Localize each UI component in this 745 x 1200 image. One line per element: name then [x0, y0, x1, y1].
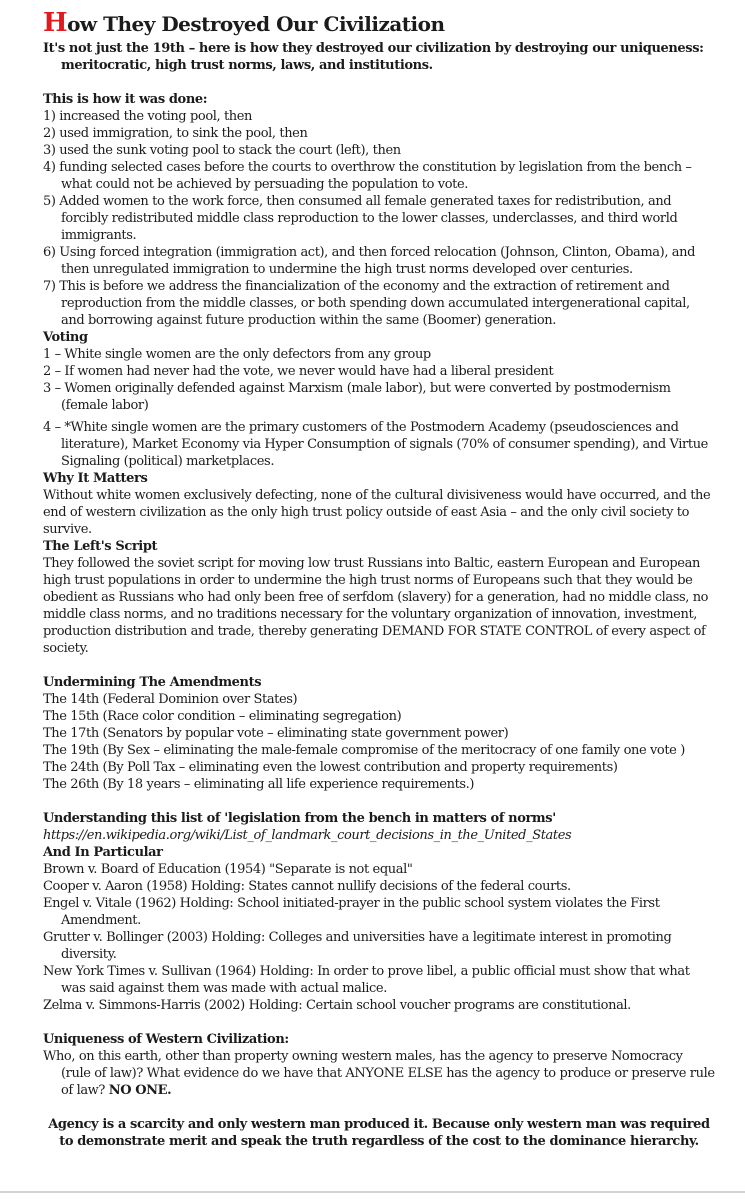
- text-run: The 26th (By 18 years – eliminating all life experience requirements.): [43, 777, 475, 792]
- list-item: [43, 776, 715, 793]
- text-run: 2) used immigration, to sink the pool, then: [43, 126, 308, 141]
- list-item: [43, 725, 715, 742]
- list-item: [43, 193, 715, 244]
- text-run: 2 – If women had never had the vote, we never would have had a liberal president: [43, 364, 554, 379]
- list-item: [43, 380, 715, 414]
- emphasis-text: NO ONE.: [108, 1083, 172, 1098]
- closing-statement: [43, 1116, 715, 1150]
- list-item: [43, 708, 715, 725]
- text-run: 1) increased the voting pool, then: [43, 109, 253, 124]
- spacer: [43, 657, 715, 674]
- paragraph: [43, 555, 715, 657]
- text-run: They followed the soviet script for moving low trust Russians into Baltic, eastern European and European high trust populations in order to undermine the high trust norms of Europeans such that they would be obedient as Russians who had only been free of serfdom (slavery) for a generation, had no middle class, no middle class norms, and no traditions necessary for the voluntary organization of innovation, investment, production distribution and trade, thereby generating DEMAND FOR STATE CONTROL of every aspect of society.: [43, 556, 709, 656]
- list-item: [43, 963, 715, 997]
- spacer: [43, 74, 715, 91]
- text-run: Understanding this list of 'legislation from the bench in matters of norms': [43, 811, 556, 826]
- list-item: [43, 159, 715, 193]
- text-run: The Left's Script: [43, 539, 158, 554]
- document-body: [43, 8, 715, 1150]
- text-run: Voting: [43, 330, 88, 345]
- text-run: https://en.wikipedia.org/wiki/List_of_landmark_court_decisions_in_the_United_States: [43, 828, 572, 843]
- title-dropcap: H: [43, 8, 68, 38]
- list-item: [43, 878, 715, 895]
- text-run: This is how it was done:: [43, 92, 208, 107]
- section-heading: [43, 329, 715, 346]
- text-run: 3) used the sunk voting pool to stack the court (left), then: [43, 143, 401, 158]
- text-run: 6) Using forced integration (immigration act), and then forced relocation (Johnson, Clinton, Obama), and then unregulated immigration to undermine the high trust norms developed over centuries.: [43, 245, 696, 277]
- paragraph: [43, 487, 715, 538]
- spacer: [43, 1014, 715, 1031]
- list-item: [43, 929, 715, 963]
- section-heading: [43, 538, 715, 555]
- title-rest: ow They Destroyed Our Civilization: [67, 12, 445, 36]
- list-item: [43, 346, 715, 363]
- text-run: It's not just the 19th – here is how they destroyed our civilization by destroying our uniqueness: meritocratic, high trust norms, laws, and institutions.: [43, 41, 704, 73]
- text-run: 4) funding selected cases before the courts to overthrow the constitution by legislation from the bench – what could not be achieved by persuading the population to vote.: [43, 160, 692, 192]
- text-run: 5) Added women to the work force, then consumed all female generated taxes for redistribution, and forcibly redistributed middle class reproduction to the lower classes, underclasses, and third world immigrants.: [43, 194, 678, 243]
- text-run: 1 – White single women are the only defectors from any group: [43, 347, 431, 362]
- wiki-url: [43, 827, 715, 844]
- list-item: [43, 278, 715, 329]
- text-run: Agency is a scarcity and only western man produced it. Because only western man was required to demonstrate merit and speak the truth regardless of the cost to the dominance hierarchy.: [48, 1117, 710, 1149]
- text-run: Zelma v. Simmons-Harris (2002) Holding: Certain school voucher programs are constitutional.: [43, 998, 631, 1013]
- list-item: [43, 363, 715, 380]
- spacer: [43, 1099, 715, 1116]
- list-item: [43, 108, 715, 125]
- section-heading: [43, 1031, 715, 1048]
- text-run: Why It Matters: [43, 471, 148, 486]
- text-run: New York Times v. Sullivan (1964) Holding: In order to prove libel, a public official must show that what was said against them was made with actual malice.: [43, 964, 690, 996]
- text-run: Engel v. Vitale (1962) Holding: School initiated-prayer in the public school system violates the First Amendment.: [43, 896, 660, 928]
- text-run: Who, on this earth, other than property owning western males, has the agency to preserve Nomocracy (rule of law)? What evidence do we have that ANYONE ELSE has the agency to produce or preserve rule of law?: [43, 1049, 715, 1098]
- intro-paragraph: [43, 40, 715, 74]
- list-item: [43, 861, 715, 878]
- list-item: [43, 419, 715, 470]
- section-heading: [43, 470, 715, 487]
- section-heading: [43, 674, 715, 691]
- list-item: [43, 742, 715, 759]
- text-run: 7) This is before we address the financialization of the economy and the extraction of retirement and reproduction from the middle classes, or both spending down accumulated intergenerational capital, and borrowing against future production within the same (Boomer) generation.: [43, 279, 690, 328]
- list-item: [43, 1048, 715, 1099]
- text-run: Without white women exclusively defecting, none of the cultural divisiveness would have occurred, and the end of western civilization as the only high trust policy outside of east Asia – and the only civil society to survive.: [43, 488, 711, 537]
- spacer: [43, 793, 715, 810]
- list-item: [43, 759, 715, 776]
- list-item: [43, 895, 715, 929]
- list-item: [43, 244, 715, 278]
- list-item: [43, 691, 715, 708]
- page-title: [43, 10, 715, 37]
- text-run: Uniqueness of Western Civilization:: [43, 1032, 289, 1047]
- text-run: The 19th (By Sex – eliminating the male-female compromise of the meritocracy of one family one vote ): [43, 743, 685, 758]
- text-run: Grutter v. Bollinger (2003) Holding: Colleges and universities have a legitimate interest in promoting diversity.: [43, 930, 672, 962]
- text-run: Brown v. Board of Education (1954) "Separate is not equal": [43, 862, 413, 877]
- section-heading: [43, 91, 715, 108]
- list-item: [43, 125, 715, 142]
- page-bottom-border: [0, 1191, 745, 1193]
- text-run: The 15th (Race color condition – eliminating segregation): [43, 709, 402, 724]
- section-heading: [43, 844, 715, 861]
- text-run: And In Particular: [43, 845, 163, 860]
- text-run: The 17th (Senators by popular vote – eliminating state government power): [43, 726, 509, 741]
- section-heading: [43, 810, 715, 827]
- text-run: The 24th (By Poll Tax – eliminating even the lowest contribution and property requirements): [43, 760, 618, 775]
- text-run: 4 – *White single women are the primary customers of the Postmodern Academy (pseudosciences and literature), Market Economy via Hyper Consumption of signals (70% of consumer spending), and Virtue Signaling (political) marketplaces.: [43, 420, 708, 469]
- list-item: [43, 142, 715, 159]
- text-run: 3 – Women originally defended against Marxism (male labor), but were converted by postmodernism (female labor): [43, 381, 671, 413]
- list-item: [43, 997, 715, 1014]
- text-run: The 14th (Federal Dominion over States): [43, 692, 298, 707]
- text-run: Undermining The Amendments: [43, 675, 262, 690]
- text-run: Cooper v. Aaron (1958) Holding: States cannot nullify decisions of the federal courts.: [43, 879, 571, 894]
